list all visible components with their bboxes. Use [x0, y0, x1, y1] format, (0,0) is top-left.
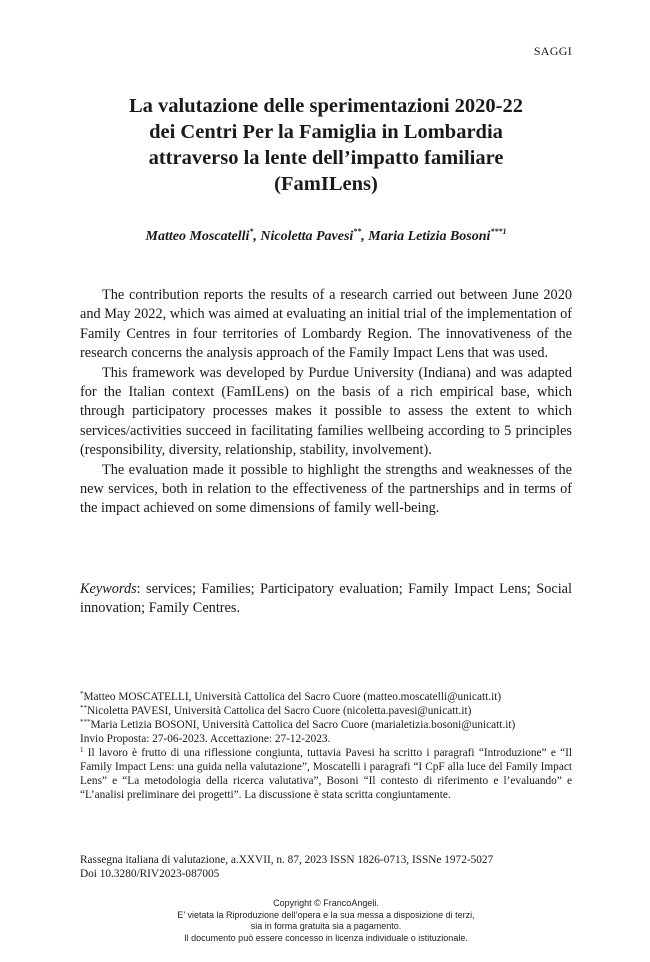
keywords-label: Keywords: [80, 581, 137, 597]
affiliation-text: Nicoletta PAVESI, Università Cattolica del Sacro Cuore (nicoletta.pavesi@unicatt.it): [87, 705, 472, 717]
abstract-paragraph: The contribution reports the results of a research carried out between June 2020 and May 2022, which was aimed at evaluating an initial trial of the implementation of Family Centres in four territories of Lombardy Region. The innovativeness of the research concerns the analysis approach of the Family Impact Lens that was used.: [80, 287, 572, 362]
abstract-paragraph: The evaluation made it possible to highlight the strengths and weaknesses of the new services, both in relation to the effectiveness of the partnerships and in terms of the impact achieved on some dimensions of family well-being.: [80, 461, 572, 517]
copyright-line: E’ vietata la Riproduzione dell’opera e la sua messa a disposizione di terzi,: [177, 909, 475, 920]
keywords-text: : services; Families; Participatory evaluation; Family Impact Lens; Social innovation; Family Centres.: [80, 581, 572, 617]
copyright-notice: [80, 898, 572, 944]
affiliation-note: [80, 718, 572, 732]
author-name: Matteo Moscatelli: [145, 229, 250, 244]
journal-info: [80, 853, 572, 881]
footnote-mark: **: [80, 704, 87, 712]
author-contribution-note: [80, 746, 572, 802]
affiliation-note: [80, 704, 572, 718]
author-name: Nicoletta Pavesi: [260, 229, 354, 244]
author-name: Maria Letizia Bosoni: [368, 229, 491, 244]
author-mark: **: [353, 227, 362, 236]
title-line: La valutazione delle sperimentazioni 2020-22: [128, 95, 524, 117]
author-list: Matteo Moscatelli*, Nicoletta Pavesi**, Maria Letizia Bosoni$^{***1}$: [145, 227, 507, 244]
footnote-text: Il lavoro è frutto di una riflessione congiunta, tuttavia Pavesi ha scritto i paragrafi “Introduzione” e “Il Family Impact Lens: una guida nella valutazione”, Moscatelli i paragrafi “I CpF alla luce del Family Impact Lens” e “La metodologia della ricerca valutativa”, Bosoni “Il contesto di riferimento e l’evaluando” e “L’analisi preliminare dei progetti”. La discussione è stata scritta congiuntamente.: [80, 747, 572, 801]
abstract-paragraph: This framework was developed by Purdue University (Indiana) and was adapted for the Italian context (FamILens) on the basis of a rich empirical base, which through participatory processes makes it possible to assess the extent to which services/activities succeed in facilitating families wellbeing according to 5 principles (responsibility, diversity, relationship, stability, involvement).: [80, 364, 572, 459]
abstract: [80, 286, 572, 519]
copyright-line: Copyright © FrancoAngeli.: [273, 898, 379, 908]
footnotes: [80, 690, 572, 802]
affiliation-text: Matteo MOSCATELLI, Università Cattolica del Sacro Cuore (matteo.moscatelli@unicatt.it): [83, 691, 502, 703]
section-label: SAGGI: [533, 44, 572, 58]
footnote-mark: *: [80, 690, 84, 698]
article-title: [80, 93, 572, 197]
submission-dates: Invio Proposta: 27-06-2023. Accettazione: 27-12-2023.: [80, 733, 331, 745]
journal-doi: Doi 10.3280/RIV2023-087005: [80, 868, 220, 880]
author-mark: *: [249, 227, 254, 236]
keywords: [80, 580, 572, 619]
footnote-mark: ***: [80, 718, 91, 726]
affiliation-text: Maria Letizia BOSONI, Università Cattolica del Sacro Cuore (marialetizia.bosoni@unicatt.it): [90, 719, 516, 731]
footnote-mark: 1: [80, 746, 84, 754]
title-line: attraverso la lente dell’impatto familiare: [148, 147, 504, 169]
journal-citation: Rassegna italiana di valutazione, a.XXVII, n. 87, 2023 ISSN 1826-0713, ISSNe 1972-5027: [80, 854, 494, 866]
title-line: dei Centri Per la Famiglia in Lombardia: [149, 121, 503, 143]
copyright-line: sia in forma gratuita sia a pagamento.: [250, 921, 402, 931]
copyright-line: Il documento può essere concesso in licenza individuale o istituzionale.: [184, 932, 468, 943]
affiliation-note: [80, 690, 572, 704]
author-mark: ***1: [490, 227, 507, 236]
title-line: (FamILens): [274, 173, 378, 195]
